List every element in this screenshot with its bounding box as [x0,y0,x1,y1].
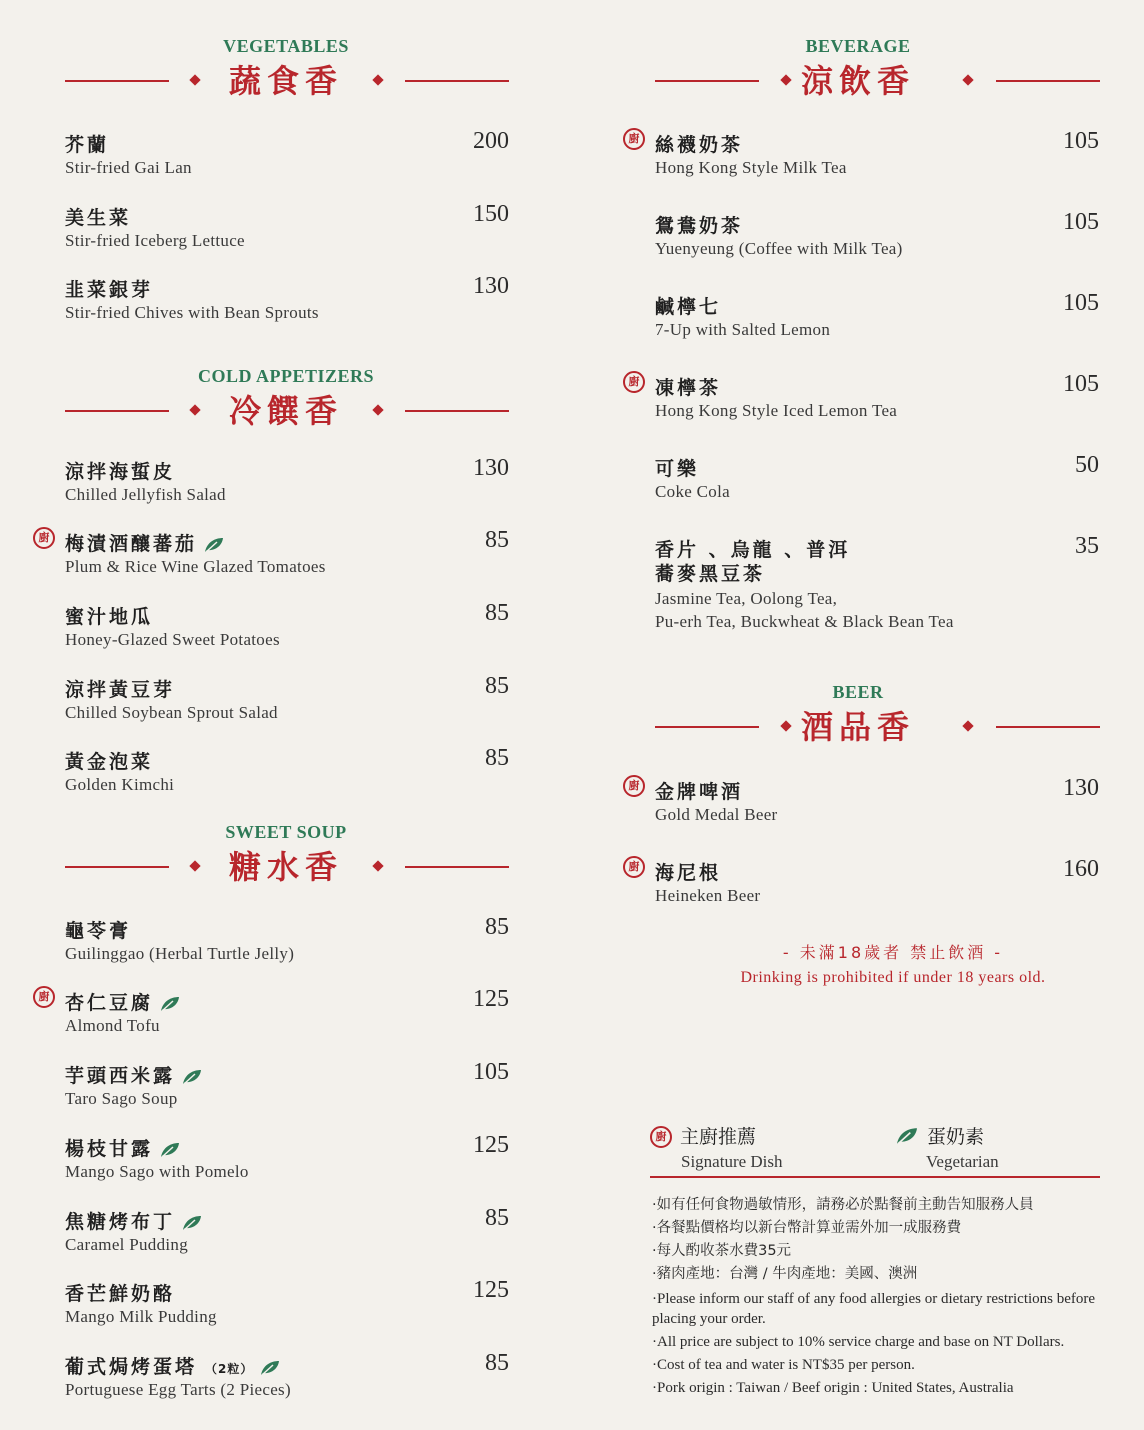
note-zh: ·每人酌收茶水費35元 [652,1243,792,1259]
item-name-zh: 香芒鮮奶酪 [65,1283,176,1305]
note-en: ·Please inform our staff of any food allergies or dietary restrictions before placing your order. [652,1291,1096,1327]
leaf-icon [203,536,225,554]
item-name-zh: 鹹檸七 [655,296,722,318]
item-price: 125 [473,1132,509,1158]
menu-item [655,211,1099,271]
legend-signature-en: Signature Dish [681,1152,783,1171]
menu-item [65,275,509,335]
age-warning-en: Drinking is prohibited if under 18 years old. [740,969,1046,986]
menu-item [65,203,509,263]
section-header-vegetables [0,36,572,116]
item-name-zh: 葡式焗烤蛋塔 （2粒） [65,1352,281,1379]
section-header-beverage [572,36,1144,116]
item-price: 150 [473,201,509,227]
note-en: ·Cost of tea and water is NT$35 per person. [652,1357,915,1373]
item-name-en: Honey-Glazed Sweet Potatoes [65,630,280,649]
item-name-en: Taro Sago Soup [65,1089,178,1108]
item-price: 125 [473,1277,509,1303]
leaf-icon [159,1141,181,1159]
item-name-en: Hong Kong Style Iced Lemon Tea [655,401,898,420]
note-zh: ·各餐點價格均以新台幣計算並需外加一成服務費 [652,1220,962,1236]
item-price: 130 [473,455,509,481]
menu-item [655,454,1099,514]
item-name-en: Portuguese Egg Tarts (2 Pieces) [65,1380,291,1399]
menu-item [628,775,1099,837]
item-name-en: 7-Up with Salted Lemon [655,320,831,339]
item-price: 50 [1075,452,1099,478]
item-price: 35 [1075,533,1099,559]
item-name-en-line2: Pu-erh Tea, Buckwheat & Black Bean Tea [655,612,954,631]
menu-item [655,535,1099,635]
menu-item [65,675,509,735]
item-price: 85 [485,914,509,940]
item-name-zh: 芥蘭 [65,134,110,156]
item-name-zh: 蜜汁地瓜 [65,606,154,628]
item-name-zh: 鴛鴦奶茶 [655,215,744,237]
note-en: ·All price are subject to 10% service charge and base on NT Dollars. [652,1334,1065,1350]
section-title-en: BEVERAGE [805,36,911,56]
section-title-en: SWEET SOUP [225,822,347,842]
item-name-zh: 龜苓膏 [65,920,132,942]
item-name-zh: 韭菜銀芽 [65,279,154,301]
legend [650,1120,1100,1180]
item-price: 130 [473,273,509,299]
item-name-en: Guilinggao (Herbal Turtle Jelly) [65,944,295,963]
menu-item [655,292,1099,352]
item-name-en: Chilled Jellyfish Salad [65,485,226,504]
item-price: 105 [1063,371,1099,397]
legend-divider [650,1176,1100,1178]
menu-item [65,916,509,976]
legend-signature-zh: 主廚推薦 [680,1126,757,1148]
divider-line [405,866,509,868]
item-name-en: Stir-fried Iceberg Lettuce [65,231,245,250]
item-name-zh: 芋頭西米露 [65,1061,203,1088]
leaf-icon [181,1068,203,1086]
item-name-en: Mango Sago with Pomelo [65,1162,249,1181]
item-name-zh: 楊枝甘露 [65,1134,181,1161]
menu-item [65,1279,509,1339]
item-price: 160 [1063,856,1099,882]
menu-item [65,457,509,517]
signature-seal-icon: 廚 [623,856,645,878]
item-price: 85 [485,600,509,626]
item-name-en: Stir-fried Gai Lan [65,158,192,177]
signature-seal-icon: 廚 [623,371,645,393]
menu-item [65,130,509,190]
item-name-en: Gold Medal Beer [655,805,778,824]
divider-line [405,80,509,82]
section-title-en: COLD APPETIZERS [197,366,375,386]
item-price: 125 [473,986,509,1012]
item-name-en: Chilled Soybean Sprout Salad [65,703,278,722]
legend-vegetarian-en: Vegetarian [926,1152,999,1171]
item-price: 200 [473,128,509,154]
item-name-zh-line2: 蕎麥黑豆茶 [655,563,766,585]
leaf-icon [893,1126,921,1146]
item-name-zh: 可樂 [655,458,700,480]
item-name-en: Jasmine Tea, Oolong Tea, [655,589,838,608]
item-price: 85 [485,673,509,699]
section-title-zh: 涼飲香 [800,62,915,100]
item-name-zh: 凍檸茶 [655,377,722,399]
menu-item [38,986,509,1048]
item-name-en: Golden Kimchi [65,775,175,794]
leaf-icon [259,1359,281,1377]
item-name-en: Almond Tofu [65,1016,160,1035]
divider-line [996,726,1100,728]
item-name-zh: 杏仁豆腐 [65,988,181,1015]
menu-item [65,1134,509,1194]
item-name-zh: 金牌啤酒 [655,781,744,803]
item-name-en: Caramel Pudding [65,1235,189,1254]
leaf-icon [159,995,181,1013]
signature-seal-icon: 廚 [650,1126,672,1148]
section-title-en: VEGETABLES [223,36,349,56]
section-title-zh: 冷饌香 [228,392,343,430]
item-name-zh: 黃金泡菜 [65,751,154,773]
section-title-zh: 蔬食香 [228,62,343,100]
age-warning-zh: - 未滿18歲者 禁止飲酒 - [782,943,1004,962]
notes [652,1194,1112,1398]
item-quantity-note: （2粒） [205,1362,254,1376]
item-name-en: Mango Milk Pudding [65,1307,217,1326]
item-name-zh: 香片 、烏龍 、普洱 [655,539,851,561]
divider-line [996,80,1100,82]
section-title-en: BEER [832,682,884,702]
item-price: 105 [473,1059,509,1085]
signature-seal-icon: 廚 [623,128,645,150]
item-price: 85 [485,745,509,771]
note-en: ·Pork origin : Taiwan / Beef origin : United States, Australia [652,1380,1014,1396]
signature-seal-icon: 廚 [623,775,645,797]
legend-vegetarian-zh: 蛋奶素 [927,1126,985,1148]
signature-seal-icon: 廚 [33,527,55,549]
item-name-en: Coke Cola [655,482,730,501]
item-name-en: Hong Kong Style Milk Tea [655,158,847,177]
item-name-zh: 涼拌海蜇皮 [65,461,176,483]
menu-item [65,747,509,807]
divider-line [405,410,509,412]
item-name-zh: 梅漬酒釀蕃茄 [65,529,225,556]
item-name-zh: 焦糖烤布丁 [65,1207,203,1234]
item-price: 105 [1063,290,1099,316]
item-price: 105 [1063,209,1099,235]
note-zh: ·如有任何食物過敏情形，請務必於點餐前主動告知服務人員 [652,1197,1034,1213]
item-name-zh: 絲襪奶茶 [655,134,744,156]
item-name-zh: 涼拌黃豆芽 [65,679,176,701]
menu-item [628,128,1099,190]
menu-item [38,527,509,589]
item-name-en: Stir-fried Chives with Bean Sprouts [65,303,319,322]
section-header-beer [572,682,1144,762]
section-header-cold-appetizers [0,366,572,446]
menu-item [65,1352,509,1412]
item-price: 85 [485,1350,509,1376]
item-price: 130 [1063,775,1099,801]
menu-item [628,856,1099,918]
item-name-en: Yuenyeung (Coffee with Milk Tea) [655,239,903,258]
item-price: 105 [1063,128,1099,154]
menu-item [65,602,509,662]
menu-item [65,1207,509,1267]
item-name-en: Plum & Rice Wine Glazed Tomatoes [65,557,326,576]
item-name-zh: 美生菜 [65,207,132,229]
menu-item [65,1061,509,1121]
section-title-zh: 糖水香 [228,848,343,886]
item-price: 85 [485,527,509,553]
item-price: 85 [485,1205,509,1231]
section-header-sweet-soup [0,822,572,902]
item-name-en: Heineken Beer [655,886,761,905]
leaf-icon [181,1214,203,1232]
section-title-zh: 酒品香 [800,708,915,746]
item-name-zh: 海尼根 [655,862,722,884]
note-zh: ·豬肉產地：台灣 / 牛肉產地：美國、澳洲 [652,1266,918,1282]
menu-item [628,371,1099,433]
signature-seal-icon: 廚 [33,986,55,1008]
